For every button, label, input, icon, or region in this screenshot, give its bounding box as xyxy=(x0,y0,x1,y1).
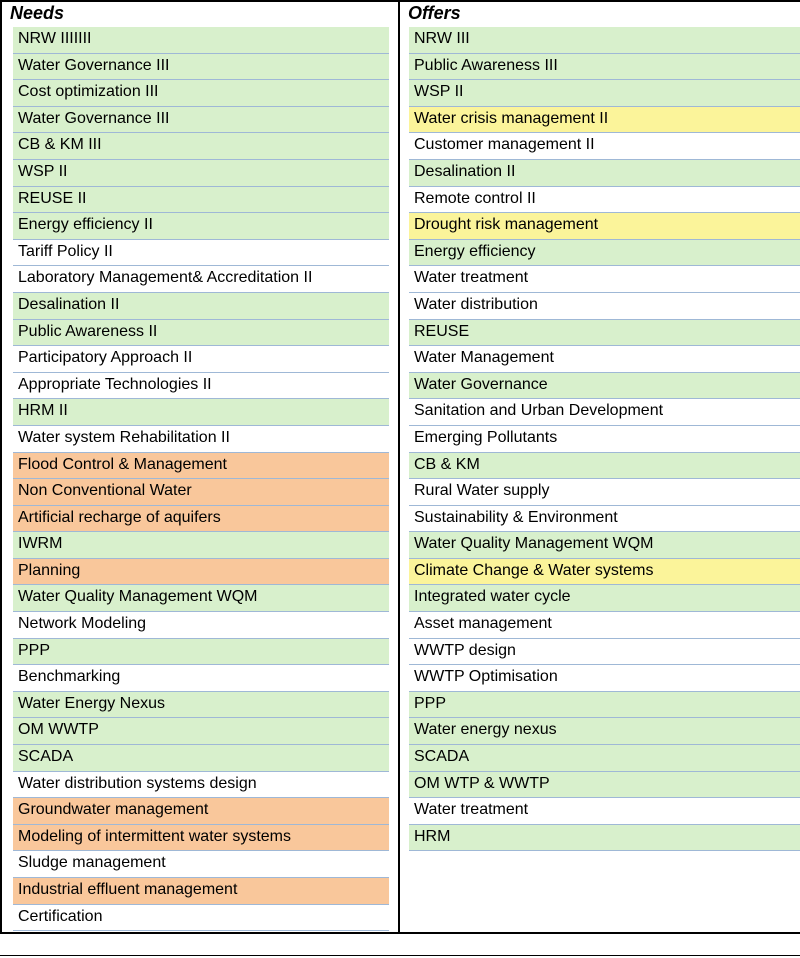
page-bottom-rule xyxy=(0,955,800,956)
offers-item-label: Water treatment xyxy=(414,801,529,819)
offers-item-label: Customer management II xyxy=(414,136,595,154)
needs-item-label: Benchmarking xyxy=(18,668,121,686)
needs-item-row xyxy=(13,373,389,400)
offers-item-label: Emerging Pollutants xyxy=(414,428,558,446)
offers-item-row xyxy=(409,532,800,559)
offers-item-row xyxy=(409,479,800,506)
offers-item-row xyxy=(409,346,800,373)
offers-item-label: Sanitation and Urban Development xyxy=(414,402,664,420)
needs-item-row xyxy=(13,320,389,347)
offers-item-row xyxy=(409,825,800,852)
offers-item-label: REUSE xyxy=(414,322,470,340)
needs-item-label: REUSE II xyxy=(18,189,87,207)
needs-item-row xyxy=(13,479,389,506)
offers-item-row xyxy=(409,213,800,240)
offers-item-label: WWTP design xyxy=(414,641,516,659)
needs-item-label: Appropriate Technologies II xyxy=(18,375,212,393)
offers-item-row xyxy=(409,320,800,347)
offers-item-label: Water energy nexus xyxy=(414,721,557,739)
needs-item-label: IWRM xyxy=(18,535,63,553)
needs-item-row xyxy=(13,27,389,54)
needs-item-row xyxy=(13,346,389,373)
needs-header: Needs xyxy=(10,3,65,23)
needs-item-row xyxy=(13,133,389,160)
needs-item-label: Water distribution systems design xyxy=(18,774,257,792)
needs-item-row xyxy=(13,745,389,772)
offers-item-label: Remote control II xyxy=(414,189,536,207)
needs-item-label: Non Conventional Water xyxy=(18,482,192,500)
needs-item-label: Cost optimization III xyxy=(18,83,159,101)
needs-item-label: Sludge management xyxy=(18,854,166,872)
needs-item-label: SCADA xyxy=(18,748,74,766)
needs-item-label: Tariff Policy II xyxy=(18,242,113,260)
offers-item-label: SCADA xyxy=(414,748,470,766)
offers-item-row xyxy=(409,80,800,107)
needs-item-row xyxy=(13,213,389,240)
needs-item-label: NRW IIIIIII xyxy=(18,30,92,47)
needs-item-row xyxy=(13,585,389,612)
offers-item-row xyxy=(409,506,800,533)
offers-item-row xyxy=(409,187,800,214)
column-divider xyxy=(398,0,400,934)
offers-item-row xyxy=(409,266,800,293)
offers-item-row xyxy=(409,399,800,426)
needs-item-label: Water Quality Management WQM xyxy=(18,588,258,606)
offers-item-row xyxy=(409,54,800,81)
offers-item-label: Water treatment xyxy=(414,269,529,287)
needs-item-row xyxy=(13,692,389,719)
needs-item-label: Public Awareness II xyxy=(18,322,158,340)
offers-item-row xyxy=(409,772,800,799)
offers-item-row xyxy=(409,426,800,453)
offers-item-label: Water crisis management II xyxy=(414,109,609,127)
needs-item-label: Water system Rehabilitation II xyxy=(18,428,230,446)
needs-item-label: Planning xyxy=(18,561,81,579)
needs-item-label: HRM II xyxy=(18,402,68,420)
offers-item-row xyxy=(409,293,800,320)
offers-item-row xyxy=(409,453,800,480)
table-top-border xyxy=(0,0,800,2)
needs-column xyxy=(13,27,389,931)
needs-item-row xyxy=(13,54,389,81)
offers-header: Offers xyxy=(408,3,461,23)
needs-item-label: Water Governance III xyxy=(18,109,170,127)
offers-item-label: Asset management xyxy=(414,615,552,633)
needs-item-row xyxy=(13,293,389,320)
offers-item-row xyxy=(409,692,800,719)
needs-item-row xyxy=(13,80,389,107)
needs-item-label: Participatory Approach II xyxy=(18,349,193,367)
offers-item-row xyxy=(409,639,800,666)
needs-item-row xyxy=(13,639,389,666)
offers-item-label: Rural Water supply xyxy=(414,482,550,500)
offers-item-label: PPP xyxy=(414,694,447,712)
offers-item-label: Public Awareness III xyxy=(414,56,558,74)
offers-item-row xyxy=(409,665,800,692)
offers-item-row xyxy=(409,718,800,745)
offers-item-row xyxy=(409,798,800,825)
offers-item-label: WWTP Optimisation xyxy=(414,668,558,686)
needs-item-row xyxy=(13,532,389,559)
needs-item-row xyxy=(13,798,389,825)
offers-item-row xyxy=(409,373,800,400)
table-left-border xyxy=(0,0,2,934)
offers-item-label: HRM xyxy=(414,827,451,845)
needs-item-label: Certification xyxy=(18,907,103,925)
needs-item-label: CB & KM III xyxy=(18,136,102,154)
needs-item-label: Network Modeling xyxy=(18,615,147,633)
needs-item-label: Laboratory Management& Accreditation II xyxy=(18,269,313,287)
offers-item-label: Water Management xyxy=(414,349,554,367)
offers-column xyxy=(409,27,800,851)
offers-item-row xyxy=(409,559,800,586)
needs-item-label: Flood Control & Management xyxy=(18,455,227,473)
offers-item-row xyxy=(409,27,800,54)
offers-item-label: Integrated water cycle xyxy=(414,588,571,606)
needs-item-row xyxy=(13,187,389,214)
offers-item-row xyxy=(409,745,800,772)
needs-item-row xyxy=(13,612,389,639)
table-bottom-border xyxy=(0,932,800,934)
needs-item-row xyxy=(13,426,389,453)
needs-item-label: Desalination II xyxy=(18,295,120,313)
offers-item-label: Climate Change & Water systems xyxy=(414,561,654,579)
needs-item-row xyxy=(13,160,389,187)
needs-item-row xyxy=(13,107,389,134)
needs-item-row xyxy=(13,665,389,692)
offers-item-row xyxy=(409,612,800,639)
offers-item-label: WSP II xyxy=(414,83,464,101)
needs-item-label: WSP II xyxy=(18,162,68,180)
needs-item-label: Water Energy Nexus xyxy=(18,694,166,712)
offers-item-row xyxy=(409,133,800,160)
offers-item-row xyxy=(409,240,800,267)
needs-item-label: Groundwater management xyxy=(18,801,209,819)
needs-item-row xyxy=(13,559,389,586)
offers-item-row xyxy=(409,160,800,187)
needs-item-label: PPP xyxy=(18,641,51,659)
needs-item-row xyxy=(13,453,389,480)
offers-item-row xyxy=(409,107,800,134)
needs-item-row xyxy=(13,878,389,905)
needs-item-row xyxy=(13,266,389,293)
needs-item-row xyxy=(13,825,389,852)
needs-item-row xyxy=(13,506,389,533)
offers-item-label: CB & KM xyxy=(414,455,480,473)
offers-item-label: OM WTP & WWTP xyxy=(414,774,550,792)
needs-item-label: OM WWTP xyxy=(18,721,99,739)
offers-item-label: Water Governance xyxy=(414,375,548,393)
needs-item-label: Energy efficiency II xyxy=(18,216,153,234)
offers-item-label: Water Quality Management WQM xyxy=(414,535,654,553)
offers-item-label: Sustainability & Environment xyxy=(414,508,618,526)
offers-item-label: NRW III xyxy=(414,30,470,47)
needs-item-row xyxy=(13,718,389,745)
offers-item-row xyxy=(409,585,800,612)
needs-item-label: Water Governance III xyxy=(18,56,170,74)
offers-item-label: Water distribution xyxy=(414,295,538,313)
needs-item-row xyxy=(13,851,389,878)
offers-item-label: Drought risk management xyxy=(414,216,599,234)
needs-item-row xyxy=(13,905,389,932)
needs-item-row xyxy=(13,772,389,799)
offers-item-label: Energy efficiency xyxy=(414,242,536,260)
needs-item-label: Industrial effluent management xyxy=(18,881,238,898)
offers-item-label: Desalination II xyxy=(414,162,516,180)
needs-item-row xyxy=(13,399,389,426)
needs-item-row xyxy=(13,240,389,267)
needs-item-label: Modeling of intermittent water systems xyxy=(18,827,291,845)
needs-item-label: Artificial recharge of aquifers xyxy=(18,508,221,526)
